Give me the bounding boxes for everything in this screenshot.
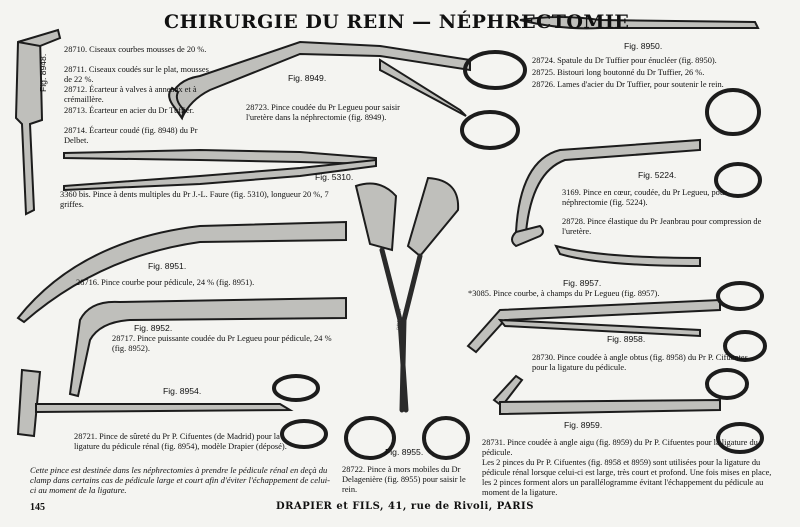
caption-28721: 28721. Pince de sûreté du Pr P. Cifuentes (de Madrid) pour la ligature du pédicule rénal (fig. 8954), modèle Drapier (déposé). — [74, 432, 287, 451]
caption-28730: 28730. Pince coudée à angle obtus (fig. 8958) du Pr P. Cifuentes pour la ligature du pédicule. — [532, 353, 748, 372]
publisher-footer: DRAPIER et FILS, 41, rue de Rivoli, PARIS — [276, 501, 534, 512]
fig-label-8951: Fig. 8951. — [148, 261, 187, 271]
fig-label-5224: Fig. 5224. — [638, 170, 677, 180]
caption-28724: 28724. Spatule du Dr Tuffier pour énucléer (fig. 8950). — [532, 56, 717, 65]
forceps-8957-illustration — [556, 246, 700, 266]
caption-28723: 28723. Pince coudée du Pr Legueu pour saisir l'uretère dans la néphrectomie (fig. 8949). — [246, 103, 400, 122]
page-title: CHIRURGIE DU REIN — NÉPHRECTOMIE — [164, 11, 630, 33]
fig-label-8954: Fig. 8954. — [163, 386, 202, 396]
fig-label-8950: Fig. 8950. — [624, 41, 663, 51]
forceps-8949-illustration — [169, 42, 525, 148]
forceps-8955-illustration — [346, 178, 468, 458]
fig-label-8958: Fig. 8958. — [607, 334, 646, 344]
fig-label-8957: Fig. 8957. — [563, 278, 602, 288]
fig-label-8949: Fig. 8949. — [288, 73, 327, 83]
note-pedicule-left: Cette pince est destinée dans les néphrectomies à prendre le pédicule rénal en deçà du clamp dans certains cas de pédicule large et court afin d'éviter l'échappement de celui-ci au moment de la ligature. — [30, 465, 330, 495]
drapier-engraving: DRAPIER — [397, 308, 403, 331]
caption-28725: 28725. Bistouri long boutonné du Dr Tuffier, 26 %. — [532, 68, 705, 77]
caption-28711: 28711. Ciseaux coudés sur le plat, mousses de 22 %. — [64, 65, 209, 84]
fig-label-8952: Fig. 8952. — [134, 323, 173, 333]
caption-28731: 28731. Pince coudée à angle aigu (fig. 8959) du Pr P. Cifuentes pour la ligature du pédicule. — [482, 438, 758, 457]
caption-28714: 28714. Écarteur coudé (fig. 8948) du Pr Delbet. — [64, 126, 198, 145]
caption-28726: 28726. Lames d'acier du Dr Tuffier, pour soutenir le rein. — [532, 80, 724, 89]
caption-28722: 28722. Pince à mors mobiles du Dr Delagenière (fig. 8955) pour saisir le rein. — [342, 465, 466, 494]
caption-28713: 28713. Écarteur en acier du Dr Tuffier. — [64, 106, 195, 115]
caption-3169: 3169. Pince en cœur, coudée, du Pr Legueu, pour néphrectomie (fig. 5224). — [562, 188, 727, 207]
page-number: 145 — [30, 502, 45, 513]
caption-3360: 3360 bis. Pince à dents multiples du Pr J.-L. Faure (fig. 5310), longueur 20 %, 7 griffes. — [60, 190, 329, 209]
fig-label-8959: Fig. 8959. — [564, 420, 603, 430]
caption-28728: 28728. Pince élastique du Pr Jeanbrau pour compression de l'uretère. — [562, 217, 762, 236]
caption-3085: *3085. Pince courbe, à champs du Pr Legueu (fig. 8957). — [468, 289, 660, 298]
fig-label-8955: Fig. 8955. — [385, 447, 424, 457]
fig-label-8948: Fig. 8948. — [38, 53, 48, 92]
caption-28717: 28717. Pince puissante coudée du Pr Legueu pour pédicule, 24 % (fig. 8952). — [112, 334, 332, 353]
caption-28710: 28710. Ciseaux courbes mousses de 20 %. — [64, 45, 207, 54]
caption-28712: 28712. Écarteur à valves à anneaux et à crémaillère. — [64, 85, 197, 104]
fig-label-5310: Fig. 5310. — [315, 172, 354, 182]
forceps-5310-illustration — [64, 150, 376, 190]
note-cifuentes-right: Les 2 pinces du Pr P. Cifuentes (fig. 8958 et 8959) sont utilisées pour la ligature du pédicule rénal lorsque celui-ci est large, très court et profond. Une fois mises en place, les 2 pinces forment alors un parallélogramme évitant l'échappement du pédicule au moment de la ligature. — [482, 458, 772, 497]
caption-28716: 28716. Pince courbe pour pédicule, 24 % (fig. 8951). — [76, 278, 255, 287]
